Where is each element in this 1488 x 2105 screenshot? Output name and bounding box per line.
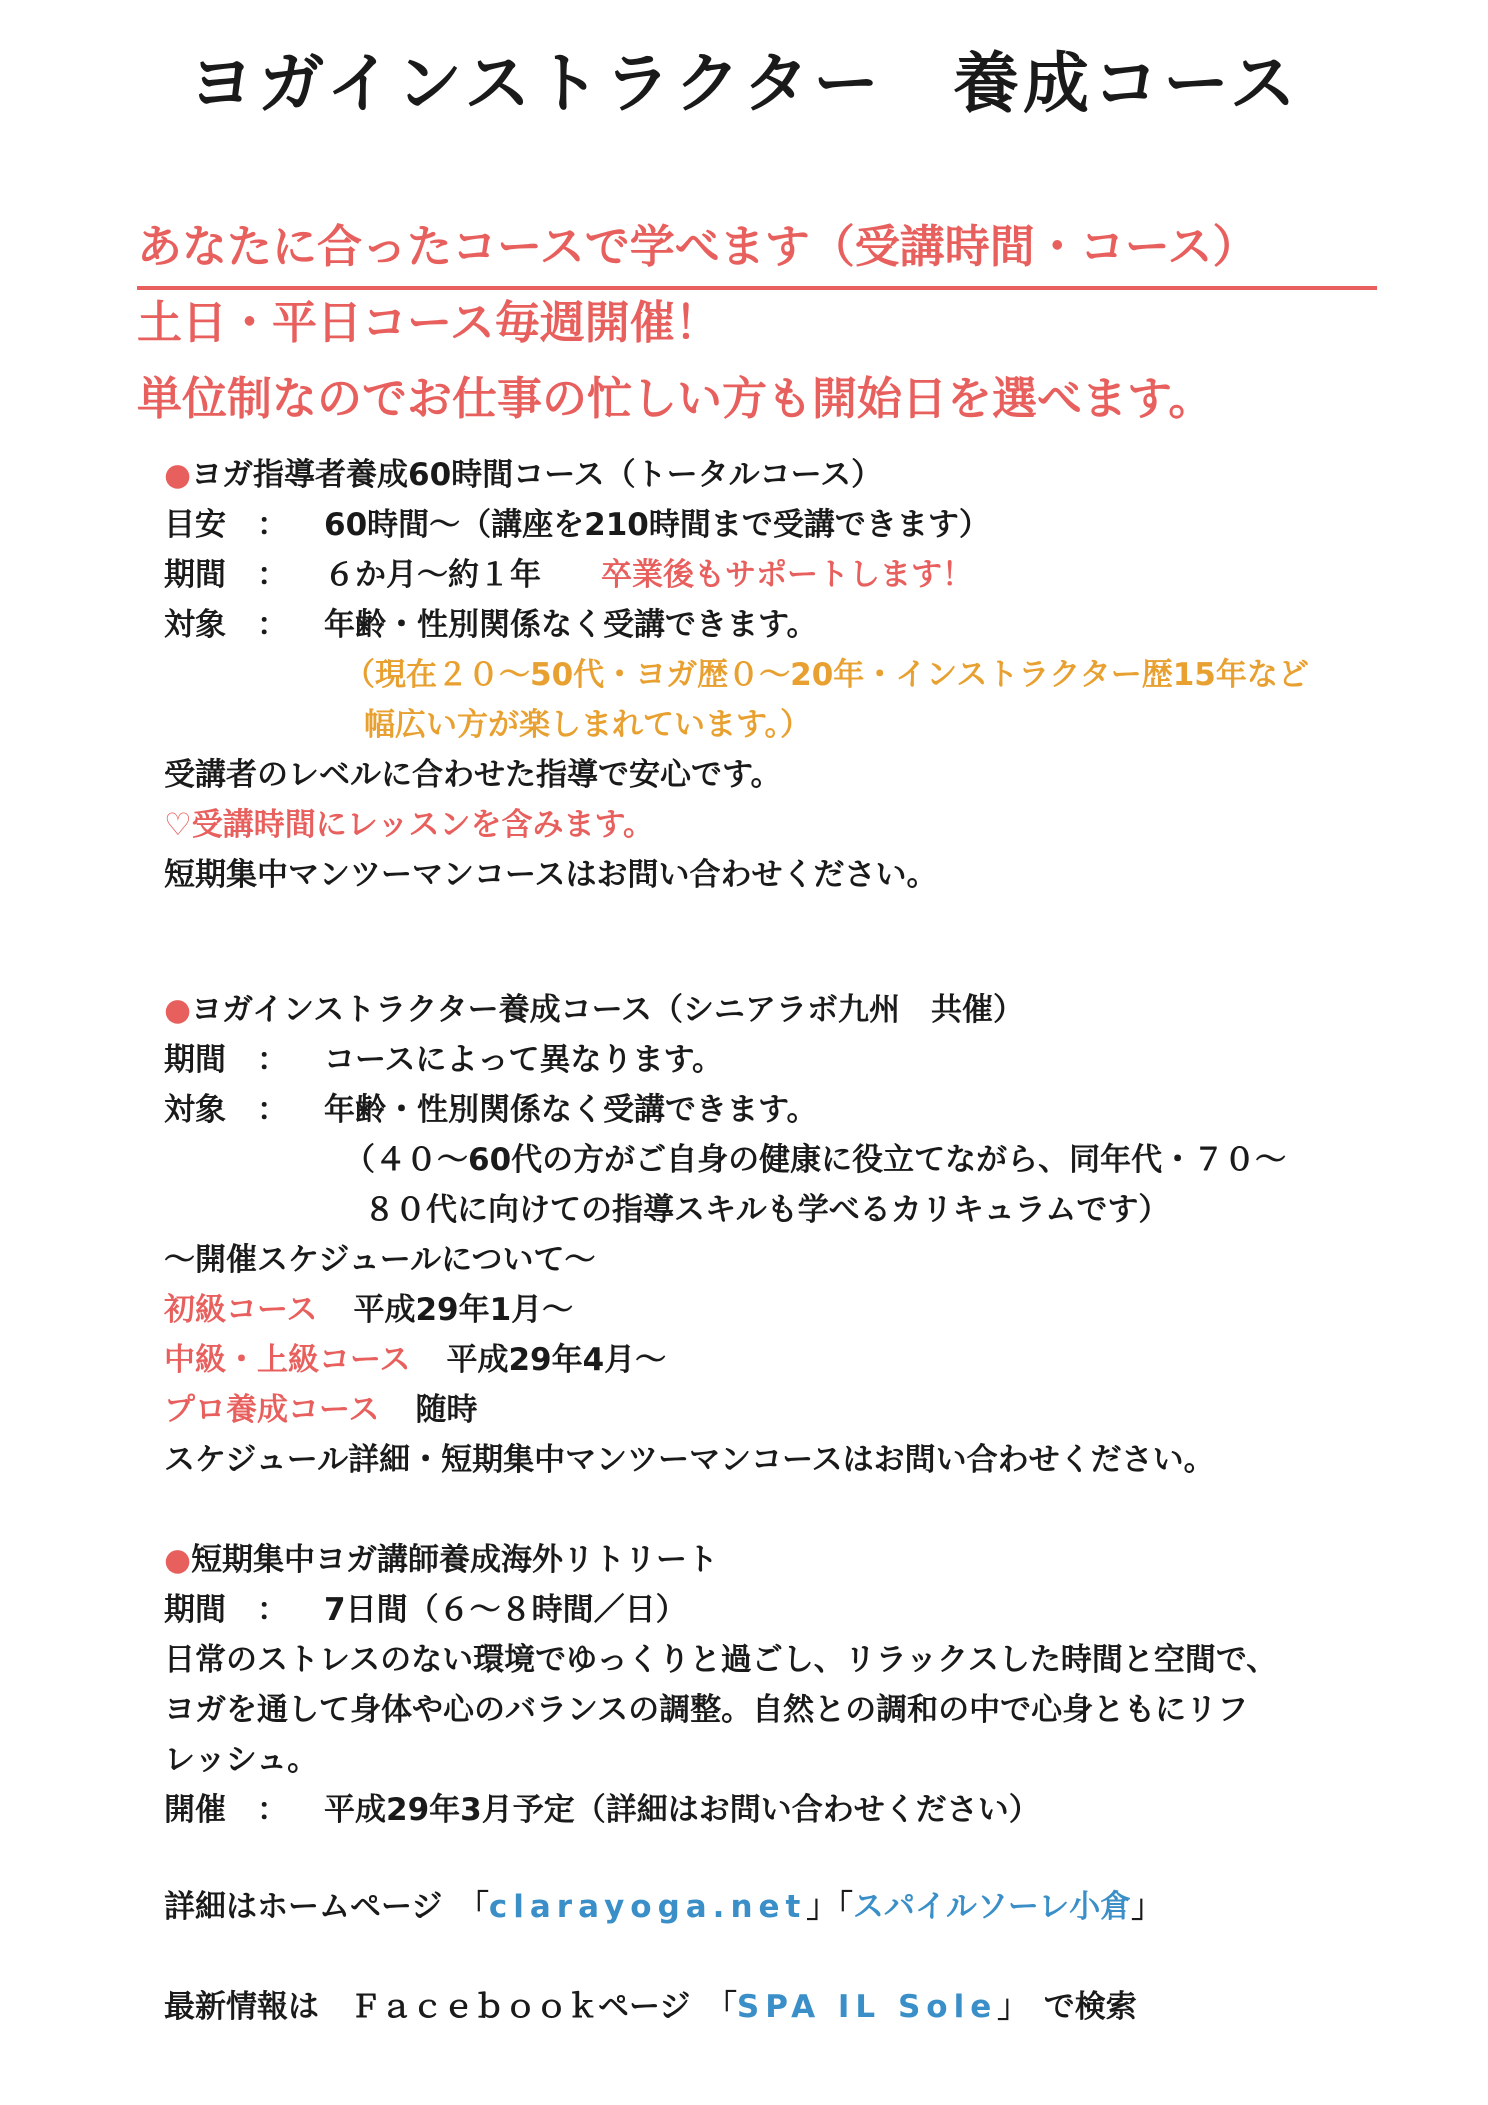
course-2-note-1: （４０〜60代の方がご自身の健康に役立てながら、同年代・７０〜 [344, 1142, 1287, 1178]
footer-block [164, 1882, 1364, 2032]
page-title: ヨガインストラクター 養成コース [188, 45, 1300, 122]
course-2-row-period: 期間 ： コースによって異なります。 [164, 1042, 723, 1078]
intro-line-2: 土日・平日コース毎週開催！ [137, 296, 720, 349]
course-1-row-target: 対象 ： 年齢・性別関係なく受講できます。 [164, 607, 818, 643]
bullet-icon: ● [164, 992, 192, 1028]
homepage-line: 詳細はホームページ 「clarayoga.net」「スパイルソーレ小倉」 [164, 1889, 1163, 1925]
course-2-footer: スケジュール詳細・短期集中マンツーマンコースはお問い合わせください。 [164, 1442, 1215, 1478]
course-2-section [164, 985, 1364, 1485]
course-3-desc-1: 日常のストレスのない環境でゆっくりと過ごし、リラックスした時間と空間で、 [164, 1642, 1278, 1678]
course-3-section [164, 1535, 1364, 1835]
intro-line-3: 単位制なのでお仕事の忙しい方も開始日を選べます。 [137, 372, 1214, 425]
schedule-heading: 〜開催スケジュールについて〜 [164, 1242, 596, 1278]
course-2-note-2: ８０代に向けての指導スキルも学べるカリキュラムです） [364, 1192, 1170, 1228]
facebook-link[interactable]: SPA IL Sole [736, 1989, 998, 2025]
facebook-line: 最新情報は Ｆａｃｅｂｏｏｋページ 「SPA IL Sole」 で検索 [164, 1989, 1137, 2025]
schedule-item: 初級コース 平成29年1月〜 [164, 1292, 574, 1328]
course-1-level: 受講者のレベルに合わせた指導で安心です。 [164, 757, 782, 793]
support-note: 卒業後もサポートします！ [601, 557, 973, 593]
course-2-heading: ●ヨガインストラクター養成コース（シニアラボ九州 共催） [164, 992, 1025, 1028]
course-1-note-2: 幅広い方が楽しまれています。） [364, 707, 812, 743]
homepage-link[interactable]: clarayoga.net [488, 1889, 807, 1925]
course-1-heart: ♡受講時間にレッスンを含みます。 [164, 807, 654, 843]
bullet-icon: ● [164, 457, 192, 493]
course-1-heading: ●ヨガ指導者養成60時間コース（トータルコース） [164, 457, 883, 493]
intro-line-1: あなたに合ったコースで学べます（受講時間・コース） [137, 212, 1377, 290]
shop-link[interactable]: スパイルソーレ小倉 [852, 1889, 1132, 1925]
course-2-row-target: 対象 ： 年齢・性別関係なく受講できます。 [164, 1092, 818, 1128]
course-1-note-1: （現在２０〜50代・ヨガ歴０〜20年・インストラクター歴15年など [344, 657, 1309, 693]
course-1-row-period: 期間 ： ６か月〜約１年 卒業後もサポートします！ [164, 557, 973, 593]
course-3-heading: ●短期集中ヨガ講師養成海外リトリート [164, 1542, 719, 1578]
bullet-icon: ● [164, 1542, 192, 1578]
schedule-item: プロ養成コース 随時 [164, 1392, 478, 1428]
intro-block [137, 212, 1387, 440]
course-1-short: 短期集中マンツーマンコースはお問い合わせください。 [164, 857, 938, 893]
course-3-row-period: 期間 ： 7日間（６〜８時間／日） [164, 1592, 687, 1628]
course-1-row-guide: 目安 ： 60時間〜（講座を210時間まで受講できます） [164, 507, 990, 543]
course-3-desc-2: ヨガを通して身体や心のバランスの調整。自然との調和の中で心身ともにリフ [164, 1692, 1249, 1728]
course-1-section [164, 450, 1364, 900]
course-3-desc-3: レッシュ。 [164, 1742, 319, 1778]
course-3-row-held: 開催 ： 平成29年3月予定（詳細はお問い合わせください） [164, 1792, 1040, 1828]
schedule-item: 中級・上級コース 平成29年4月〜 [164, 1342, 667, 1378]
